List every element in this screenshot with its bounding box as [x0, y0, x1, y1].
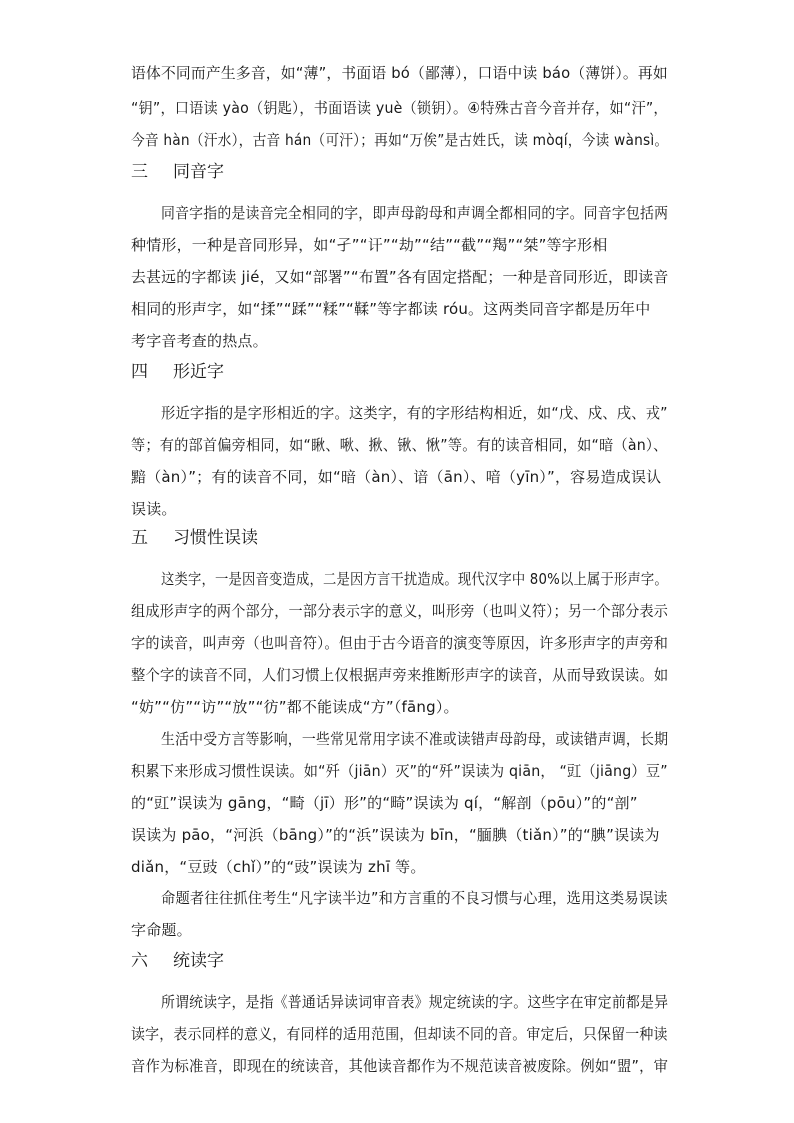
text-line: 同音字指的是读音完全相同的字，即声母韵母和声调全都相同的字。同音字包括两	[161, 204, 669, 222]
text-line: 语体不同而产生多音，如“薄”，书面语 bó（鄙薄），口语中读 báo（薄饼）。再如	[131, 64, 668, 82]
text-line: 读字，表示同样的意义，有同样的适用范围，但却读不同的音。审定后，只保留一种读	[131, 1025, 668, 1043]
section-heading	[131, 361, 224, 383]
text-line: 字的读音，叫声旁（也叫音符）。但由于古今语音的演变等原因，许多形声字的声旁和	[131, 634, 669, 652]
section-title: 统读字	[173, 951, 224, 971]
text-line: 考字音考查的热点。	[131, 332, 268, 350]
text-line: 整个字的读音不同，人们习惯上仅根据声旁来推断形声字的读音，从而导致误读。如	[131, 666, 669, 684]
text-line: 命题者往往抓住考生“凡字读半边”和方言重的不良习惯与心理，选用这类易误读	[161, 889, 668, 907]
text-line: 等；有的部首偏旁相同，如“瞅、啾、揪、锹、愀”等。有的读音相同，如“暗（àn）、	[131, 436, 668, 454]
text-line: 相同的形声字，如“揉”“蹂”“糅”“鞣”等字都读 róu。这两类同音字都是历年中	[131, 300, 651, 318]
text-line: diǎn，“豆豉（chǐ）”的“豉”误读为 zhī 等。	[131, 858, 426, 876]
text-line: 字命题。	[131, 921, 192, 939]
section-heading	[131, 161, 224, 183]
text-line: 形近字指的是字形相近的字。这类字，有的字形结构相近，如“戊、戍、戌、戎”	[161, 404, 668, 422]
text-line: 种情形，一种是音同形异，如“孑”“讦”“劫”“结”“截”“羯”“桀”等字形相	[131, 236, 608, 254]
text-line: 所谓统读字，是指《普通话异读词审音表》规定统读的字。这些字在审定前都是异	[161, 993, 669, 1011]
text-line: “钥”，口语读 yào（钥匙），书面语读 yuè（锁钥）。④特殊古音今音并存，如“汗”，	[131, 99, 668, 117]
section-heading	[131, 950, 224, 972]
text-line: 去甚远的字都读 jié，又如“部署”“布置”各有固定搭配；一种是音同形近，即读音	[131, 268, 669, 286]
section-title: 习惯性误读	[173, 528, 258, 548]
section-heading	[131, 527, 258, 549]
text-line: 积累下来形成习惯性误读。如“歼（jiān）灭”的“歼”误读为 qiān， “豇（jiāng）豆”	[131, 762, 668, 780]
text-line: 生活中受方言等影响，一些常见常用字读不准或读错声母韵母，或读错声调，长期	[161, 730, 669, 748]
text-line: “妨”“仿”“访”“放”“彷”都不能读成“方”（fāng）。	[131, 698, 459, 716]
text-line: 音作为标准音，即现在的统读音，其他读音都作为不规范读音被废除。例如“盟”，审	[131, 1057, 669, 1075]
text-line: 的“豇”误读为 gāng，“畸（jī）形”的“畸”误读为 qí，“解剖（pōu）”的“剖”	[131, 794, 638, 812]
text-line: 黯（àn）”；有的读音不同，如“暗（àn）、谙（ān）、喑（yīn）”，容易造成误认	[131, 468, 662, 486]
text-line: 误读为 pāo，“河浜（bāng）”的“浜”误读为 bīn，“腼腆（tiǎn）”的“腆”误读为	[131, 826, 660, 844]
section-title: 形近字	[173, 362, 224, 382]
text-line: 误读。	[131, 500, 177, 518]
text-line: 组成形声字的两个部分，一部分表示字的意义，叫形旁（也叫义符）；另一个部分表示	[131, 602, 669, 620]
section-number: 三	[131, 162, 148, 182]
section-title: 同音字	[173, 162, 224, 182]
text-line: 今音 hàn（汗水），古音 hán（可汗）；再如“万俟”是古姓氏，读 mòqí，今读 wànsì。	[131, 131, 669, 149]
section-number: 五	[131, 528, 148, 548]
section-number: 六	[131, 951, 148, 971]
text-line: 这类字，一是因音变造成，二是因方言干扰造成。现代汉字中 80%以上属于形声字。	[161, 570, 668, 588]
section-number: 四	[131, 362, 148, 382]
